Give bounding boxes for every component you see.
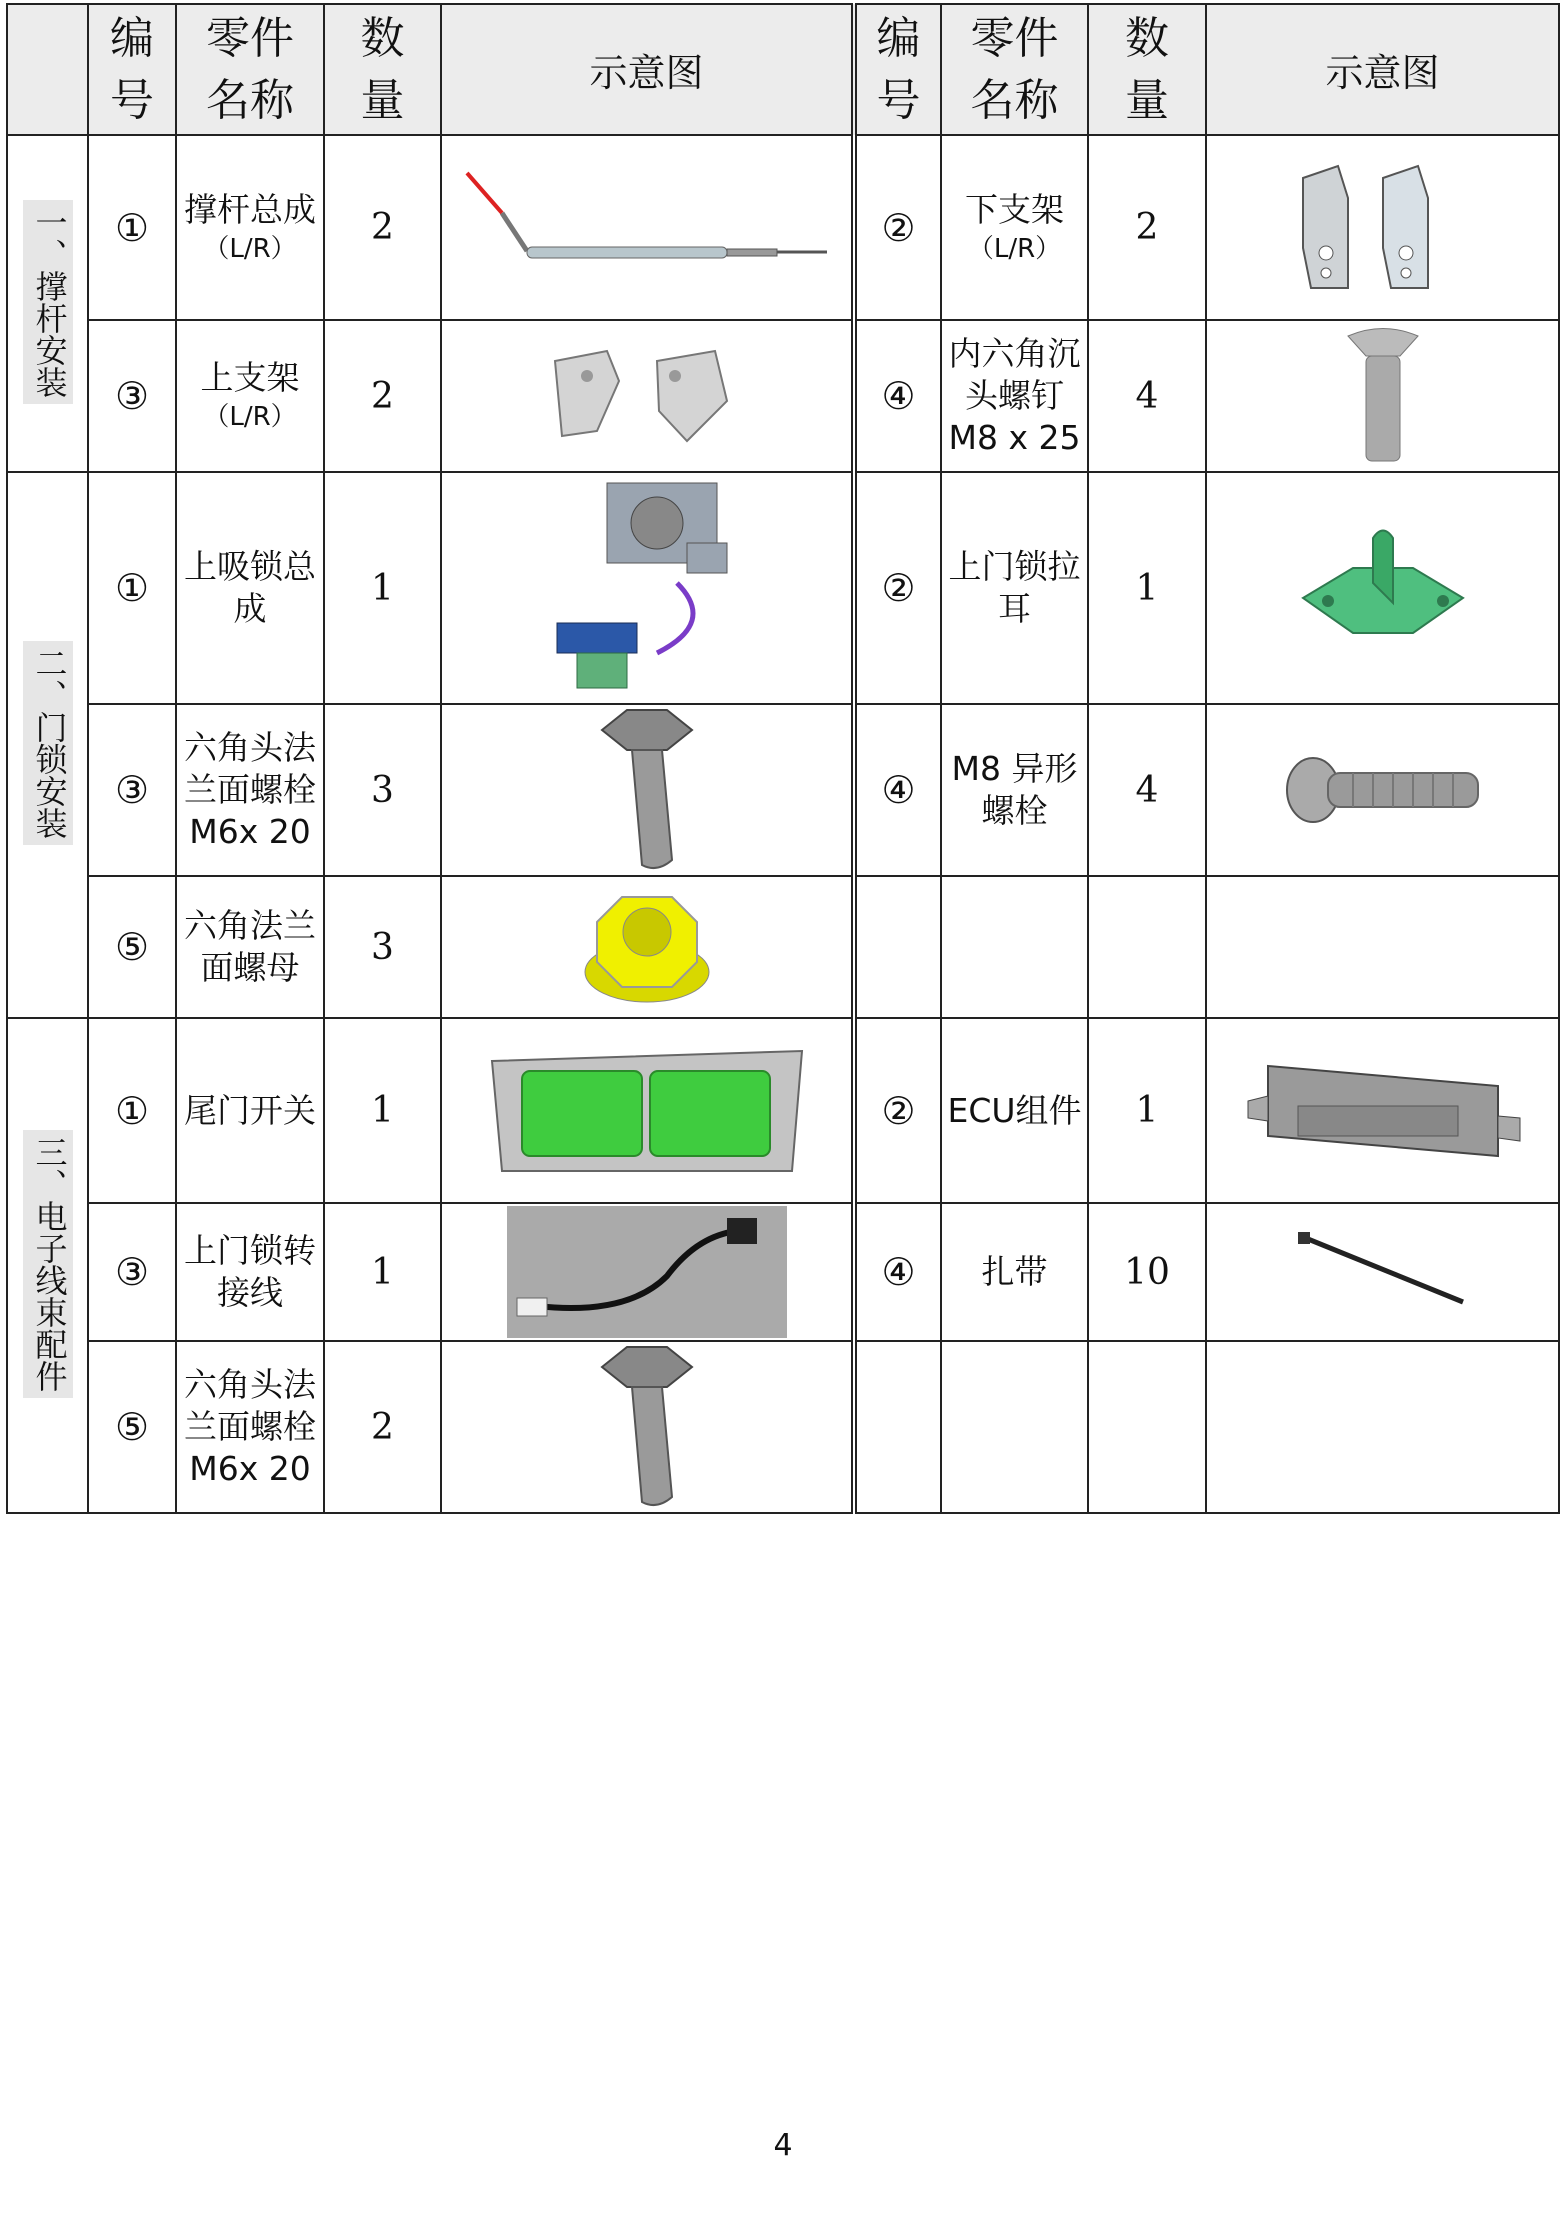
left-item-number: ③ bbox=[88, 320, 176, 472]
left-diagram-cell bbox=[441, 876, 854, 1018]
table-row bbox=[7, 135, 1559, 320]
right-diagram-cell bbox=[1206, 135, 1559, 320]
section-label-cell bbox=[7, 1018, 88, 1513]
part-name-sub: （L/R） bbox=[203, 233, 297, 264]
table-row bbox=[7, 876, 1559, 1018]
part-name-text: 内六角沉头螺钉 M8 x 25 bbox=[948, 334, 1081, 457]
header-qty-left: 数 量 bbox=[324, 4, 441, 135]
lower-bracket-icon bbox=[1207, 158, 1558, 298]
right-quantity: 4 bbox=[1088, 704, 1206, 876]
header-name-right: 零件 名称 bbox=[941, 4, 1088, 135]
header-section-cell bbox=[7, 4, 88, 135]
header-name-left: 零件 名称 bbox=[176, 4, 324, 135]
tailgate-switch-icon bbox=[442, 1041, 851, 1181]
right-item-number: ② bbox=[854, 472, 941, 704]
section-label-cell bbox=[7, 472, 88, 1018]
right-diagram-cell bbox=[1206, 1018, 1559, 1203]
flange-bolt-icon bbox=[442, 1342, 851, 1512]
left-part-name bbox=[176, 135, 324, 320]
right-diagram-cell bbox=[1206, 320, 1559, 472]
right-part-name bbox=[941, 320, 1088, 472]
table-row bbox=[7, 1203, 1559, 1341]
right-item-number: ② bbox=[854, 135, 941, 320]
left-diagram-cell bbox=[441, 704, 854, 876]
suction-lock-icon bbox=[442, 473, 851, 703]
left-quantity: 2 bbox=[324, 320, 441, 472]
countersunk-screw-icon bbox=[1207, 321, 1558, 471]
right-part-name bbox=[941, 135, 1088, 320]
right-item-number: ② bbox=[854, 1018, 941, 1203]
right-item-number bbox=[854, 876, 941, 1018]
part-name-text: M8 异形螺栓 bbox=[951, 749, 1078, 830]
section-label-cell bbox=[7, 135, 88, 472]
flange-bolt-icon bbox=[442, 705, 851, 875]
flange-nut-icon bbox=[442, 877, 851, 1017]
header-img-right: 示意图 bbox=[1206, 4, 1559, 135]
left-item-number: ⑤ bbox=[88, 1341, 176, 1513]
part-name-text: 上门锁转接线 bbox=[184, 1231, 316, 1312]
left-item-number: ① bbox=[88, 135, 176, 320]
right-quantity: 2 bbox=[1088, 135, 1206, 320]
adapter-cable-icon bbox=[442, 1206, 851, 1338]
header-row bbox=[7, 4, 1559, 135]
header-no-right: 编 号 bbox=[854, 4, 941, 135]
part-name-text: 上吸锁总成 bbox=[184, 547, 316, 628]
table-row bbox=[7, 472, 1559, 704]
left-part-name bbox=[176, 1018, 324, 1203]
part-name-text: 尾门开关 bbox=[184, 1090, 316, 1130]
part-name-text: 下支架 bbox=[965, 189, 1064, 229]
part-name-text: 扎带 bbox=[981, 1252, 1048, 1291]
right-part-name bbox=[941, 472, 1088, 704]
left-quantity: 2 bbox=[324, 1341, 441, 1513]
ecu-icon bbox=[1207, 1046, 1558, 1176]
page-number: 4 bbox=[773, 2128, 793, 2163]
left-diagram-cell bbox=[441, 1203, 854, 1341]
header-qty-right: 数 量 bbox=[1088, 4, 1206, 135]
table-row bbox=[7, 1341, 1559, 1513]
right-diagram-cell bbox=[1206, 876, 1559, 1018]
header-no-left: 编 号 bbox=[88, 4, 176, 135]
left-diagram-cell bbox=[441, 1341, 854, 1513]
left-item-number: ① bbox=[88, 472, 176, 704]
right-part-name bbox=[941, 1341, 1088, 1513]
right-quantity bbox=[1088, 876, 1206, 1018]
right-diagram-cell bbox=[1206, 1341, 1559, 1513]
right-quantity: 1 bbox=[1088, 472, 1206, 704]
lock-striker-icon bbox=[1207, 523, 1558, 653]
table-row bbox=[7, 704, 1559, 876]
left-quantity: 3 bbox=[324, 876, 441, 1018]
upper-bracket-icon bbox=[442, 341, 851, 451]
right-part-name bbox=[941, 1203, 1088, 1341]
right-diagram-cell bbox=[1206, 704, 1559, 876]
left-quantity: 3 bbox=[324, 704, 441, 876]
right-part-name bbox=[941, 1018, 1088, 1203]
right-diagram-cell bbox=[1206, 1203, 1559, 1341]
left-item-number: ③ bbox=[88, 704, 176, 876]
left-quantity: 2 bbox=[324, 135, 441, 320]
right-part-name bbox=[941, 876, 1088, 1018]
right-diagram-cell bbox=[1206, 472, 1559, 704]
header-img-left: 示意图 bbox=[441, 4, 854, 135]
cable-tie-icon bbox=[1207, 1227, 1558, 1317]
part-name-text: 六角头法兰面螺栓M6x 20 bbox=[184, 1365, 316, 1488]
left-part-name bbox=[176, 320, 324, 472]
special-bolt-icon bbox=[1207, 745, 1558, 835]
left-part-name bbox=[176, 472, 324, 704]
left-diagram-cell bbox=[441, 320, 854, 472]
right-quantity: 10 bbox=[1088, 1203, 1206, 1341]
left-diagram-cell bbox=[441, 135, 854, 320]
part-name-text: 六角法兰面螺母 bbox=[184, 906, 316, 987]
right-quantity: 1 bbox=[1088, 1018, 1206, 1203]
table-row bbox=[7, 1018, 1559, 1203]
right-quantity: 4 bbox=[1088, 320, 1206, 472]
strut-icon bbox=[442, 163, 851, 293]
right-item-number: ④ bbox=[854, 1203, 941, 1341]
left-part-name bbox=[176, 1203, 324, 1341]
right-quantity bbox=[1088, 1341, 1206, 1513]
part-name-text: 撑杆总成 bbox=[184, 189, 316, 229]
left-part-name bbox=[176, 876, 324, 1018]
part-name-text: 六角头法兰面螺栓M6x 20 bbox=[184, 728, 316, 851]
part-name-text: 上支架 bbox=[200, 358, 300, 397]
left-diagram-cell bbox=[441, 1018, 854, 1203]
right-part-name bbox=[941, 704, 1088, 876]
left-diagram-cell bbox=[441, 472, 854, 704]
left-part-name bbox=[176, 1341, 324, 1513]
part-name-sub: （L/R） bbox=[967, 233, 1062, 264]
part-name-text: 上门锁拉耳 bbox=[948, 547, 1081, 628]
left-item-number: ⑤ bbox=[88, 876, 176, 1018]
left-item-number: ③ bbox=[88, 1203, 176, 1341]
left-quantity: 1 bbox=[324, 472, 441, 704]
parts-table bbox=[6, 3, 1560, 1514]
part-name-text: ECU组件 bbox=[947, 1090, 1082, 1130]
table-row bbox=[7, 320, 1559, 472]
left-part-name bbox=[176, 704, 324, 876]
section-label: 三、电子线束配件 bbox=[23, 1130, 73, 1398]
left-item-number: ① bbox=[88, 1018, 176, 1203]
right-item-number: ④ bbox=[854, 320, 941, 472]
part-name-sub: （L/R） bbox=[203, 402, 297, 432]
right-item-number bbox=[854, 1341, 941, 1513]
section-label: 二、门锁安装 bbox=[23, 641, 73, 845]
section-label: 一、撑杆安装 bbox=[23, 200, 73, 404]
left-quantity: 1 bbox=[324, 1018, 441, 1203]
left-quantity: 1 bbox=[324, 1203, 441, 1341]
right-item-number: ④ bbox=[854, 704, 941, 876]
